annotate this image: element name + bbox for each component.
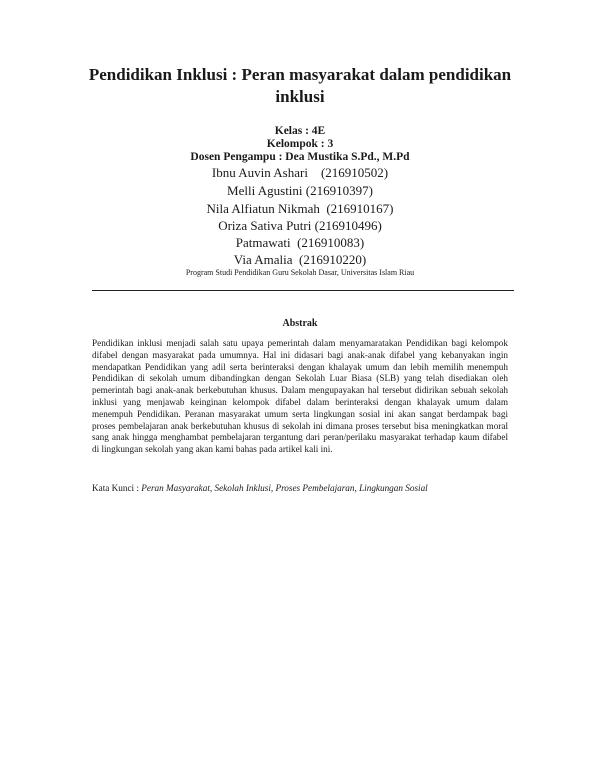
author-2: Melli Agustini (216910397) bbox=[227, 183, 373, 198]
keywords bbox=[92, 482, 512, 494]
author-1: Ibnu Auvin Ashari (216910502) bbox=[211, 165, 389, 180]
abstract-heading: Abstrak bbox=[282, 318, 318, 329]
author-3: Nila Alfiatun Nikmah (216910167) bbox=[206, 201, 394, 216]
abstract-body: Pendidikan inklusi menjadi salah satu upaya pemerintah dalam menyamaratakan Pendidikan bagi kelompok difabel dengan masyarakat pada umumnya. Hal ini didasari bagi anak-anak difabel yang kebanyakan ingin mendapatkan Pendidikan yang adil serta berinteraksi dengan khalayak umum dan lebih memilih menempuh Pendidikan di sekolah umum dibandingkan dengan Sekolah Luar Biasa (SLB) yang telah disediakan oleh pemerintah bagi anak-anak berkebutuhan khusus. Dalam mengupayakan hal tersebut didirikan sebuah sekolah inklusi yang menjawab keinginan kelompok difabel dalam berinteraksi dengan khalayak umum dalam menempuh Pendidikan. Peranan masyarakat umum serta lingkungan sosial ini akan sangat berdampak bagi proses pembelajaran anak berkebutuhan khusus di sekolah ini dimana proses tersebut bisa meningkatkan moral sang anak hingga menghambat pembelajaran tergantung dari peran/perilaku masyarakat terhadap kaum difabel di lingkungan sekolah yang akan kami bahas pada artikel kali ini. bbox=[92, 338, 508, 455]
lecturer-label: Dosen Pengampu : Dea Mustika S.Pd., M.Pd bbox=[190, 151, 410, 163]
keywords-values: Peran Masyarakat, Sekolah Inklusi, Proses Pembelajaran, Lingkungan Sosial bbox=[141, 483, 428, 493]
author-4: Oriza Sativa Putri (216910496) bbox=[218, 218, 382, 233]
class-label: Kelas : 4E bbox=[274, 125, 326, 137]
separator-line bbox=[92, 290, 514, 291]
author-5: Patmawati (216910083) bbox=[235, 235, 365, 250]
keywords-label: Kata Kunci : bbox=[92, 483, 142, 493]
group-label: Kelompok : 3 bbox=[266, 138, 334, 150]
paper-title: Pendidikan Inklusi : Peran masyarakat dalam pendidikan inklusi bbox=[88, 65, 512, 106]
author-6: Via Amalia (216910220) bbox=[233, 252, 367, 267]
affiliation: Program Studi Pendidikan Guru Sekolah Dasar, Universitas Islam Riau bbox=[185, 268, 415, 277]
